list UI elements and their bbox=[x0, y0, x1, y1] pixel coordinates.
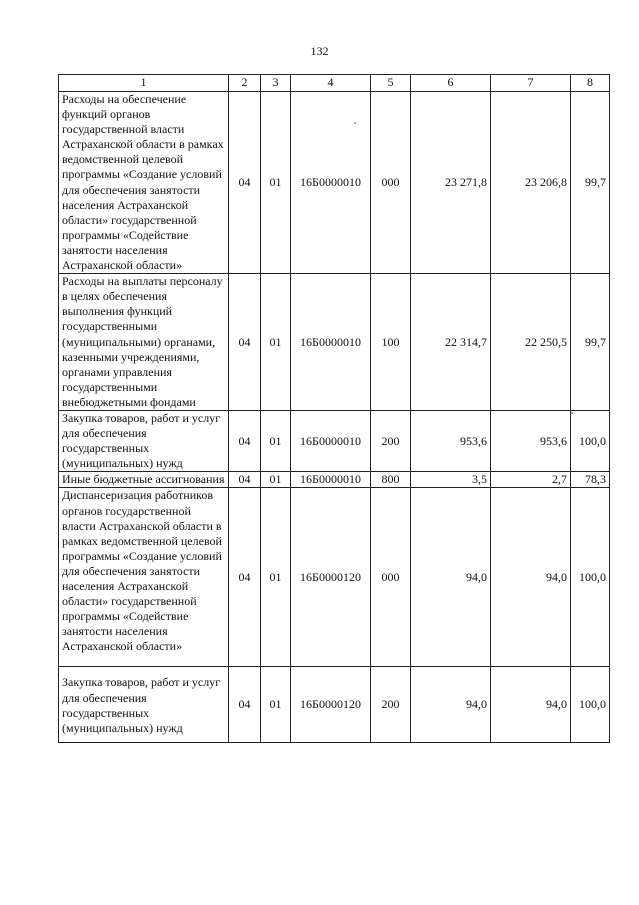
cell-percent: 100,0 bbox=[571, 410, 610, 471]
table-row bbox=[59, 274, 610, 411]
row-description: Иные бюджетные ассигнования bbox=[59, 472, 229, 488]
cell-expense-type: 200 bbox=[371, 667, 411, 742]
cell-actual: 94,0 bbox=[491, 667, 571, 742]
column-header: 4 bbox=[291, 75, 371, 92]
cell-target-article: 16Б0000010 bbox=[291, 410, 371, 471]
cell-section: 04 bbox=[229, 274, 261, 411]
cell-percent: 78,3 bbox=[571, 472, 610, 488]
table-row bbox=[59, 410, 610, 471]
table-row bbox=[59, 667, 610, 742]
cell-actual: 23 206,8 bbox=[491, 92, 571, 274]
cell-target-article: 16Б0000120 bbox=[291, 488, 371, 667]
cell-expense-type: 100 bbox=[371, 274, 411, 411]
cell-subsection: 01 bbox=[261, 92, 291, 274]
cell-planned: 94,0 bbox=[411, 488, 491, 667]
cell-subsection: 01 bbox=[261, 274, 291, 411]
cell-percent: 99,7 bbox=[571, 274, 610, 411]
cell-planned: 953,6 bbox=[411, 410, 491, 471]
column-header: 8 bbox=[571, 75, 610, 92]
cell-actual: 2,7 bbox=[491, 472, 571, 488]
cell-planned: 94,0 bbox=[411, 667, 491, 742]
cell-planned: 23 271,8 bbox=[411, 92, 491, 274]
cell-expense-type: 200 bbox=[371, 410, 411, 471]
column-header: 7 bbox=[491, 75, 571, 92]
cell-expense-type: 800 bbox=[371, 472, 411, 488]
cell-subsection: 01 bbox=[261, 667, 291, 742]
row-description: Закупка товаров, работ и услуг для обеспечения государственных (муниципальных) нужд bbox=[59, 667, 229, 742]
row-description: Расходы на обеспечение функций органов государственной власти Астраханской области в рамках ведомственной целевой программы «Создание условий для обеспечения занятости населения Астраханской области» государственной программы «Содействие занятости населения Астраханской области» bbox=[59, 92, 229, 274]
cell-target-article: 16Б0000120 bbox=[291, 667, 371, 742]
header-row bbox=[59, 75, 610, 92]
cell-actual: 22 250,5 bbox=[491, 274, 571, 411]
cell-subsection: 01 bbox=[261, 472, 291, 488]
cell-percent: 100,0 bbox=[571, 667, 610, 742]
budget-table bbox=[58, 74, 610, 743]
column-header: 1 bbox=[59, 75, 229, 92]
cell-section: 04 bbox=[229, 488, 261, 667]
table-row bbox=[59, 488, 610, 667]
column-header: 6 bbox=[411, 75, 491, 92]
cell-target-article: 16Б0000010 bbox=[291, 472, 371, 488]
cell-target-article: 16Б0000010 bbox=[291, 274, 371, 411]
cell-percent: 100,0 bbox=[571, 488, 610, 667]
row-description: Диспансеризация работников органов государственной власти Астраханской области в рамках ведомственной целевой программы «Создание условий для обеспечения занятости населения Астраханской области» государственной программы «Содействие занятости населения Астраханской области» bbox=[59, 488, 229, 667]
row-description: Расходы на выплаты персоналу в целях обеспечения выполнения функций государственными (муниципальными) органами, казенными учреждениями, органами управления государственными внебюджетными фондами bbox=[59, 274, 229, 411]
page-number: 132 bbox=[310, 44, 329, 58]
column-header: 2 bbox=[229, 75, 261, 92]
row-description: Закупка товаров, работ и услуг для обеспечения государственных (муниципальных) нужд bbox=[59, 410, 229, 471]
cell-section: 04 bbox=[229, 667, 261, 742]
table-row bbox=[59, 92, 610, 274]
cell-planned: 22 314,7 bbox=[411, 274, 491, 411]
scan-speck bbox=[571, 412, 573, 414]
cell-subsection: 01 bbox=[261, 410, 291, 471]
scan-speck bbox=[354, 122, 356, 124]
cell-actual: 94,0 bbox=[491, 488, 571, 667]
cell-section: 04 bbox=[229, 472, 261, 488]
cell-section: 04 bbox=[229, 410, 261, 471]
cell-expense-type: 000 bbox=[371, 488, 411, 667]
column-header: 3 bbox=[261, 75, 291, 92]
cell-expense-type: 000 bbox=[371, 92, 411, 274]
cell-subsection: 01 bbox=[261, 488, 291, 667]
cell-section: 04 bbox=[229, 92, 261, 274]
cell-percent: 99,7 bbox=[571, 92, 610, 274]
table-row bbox=[59, 472, 610, 488]
cell-planned: 3,5 bbox=[411, 472, 491, 488]
cell-target-article: 16Б0000010 bbox=[291, 92, 371, 274]
column-header: 5 bbox=[371, 75, 411, 92]
cell-actual: 953,6 bbox=[491, 410, 571, 471]
